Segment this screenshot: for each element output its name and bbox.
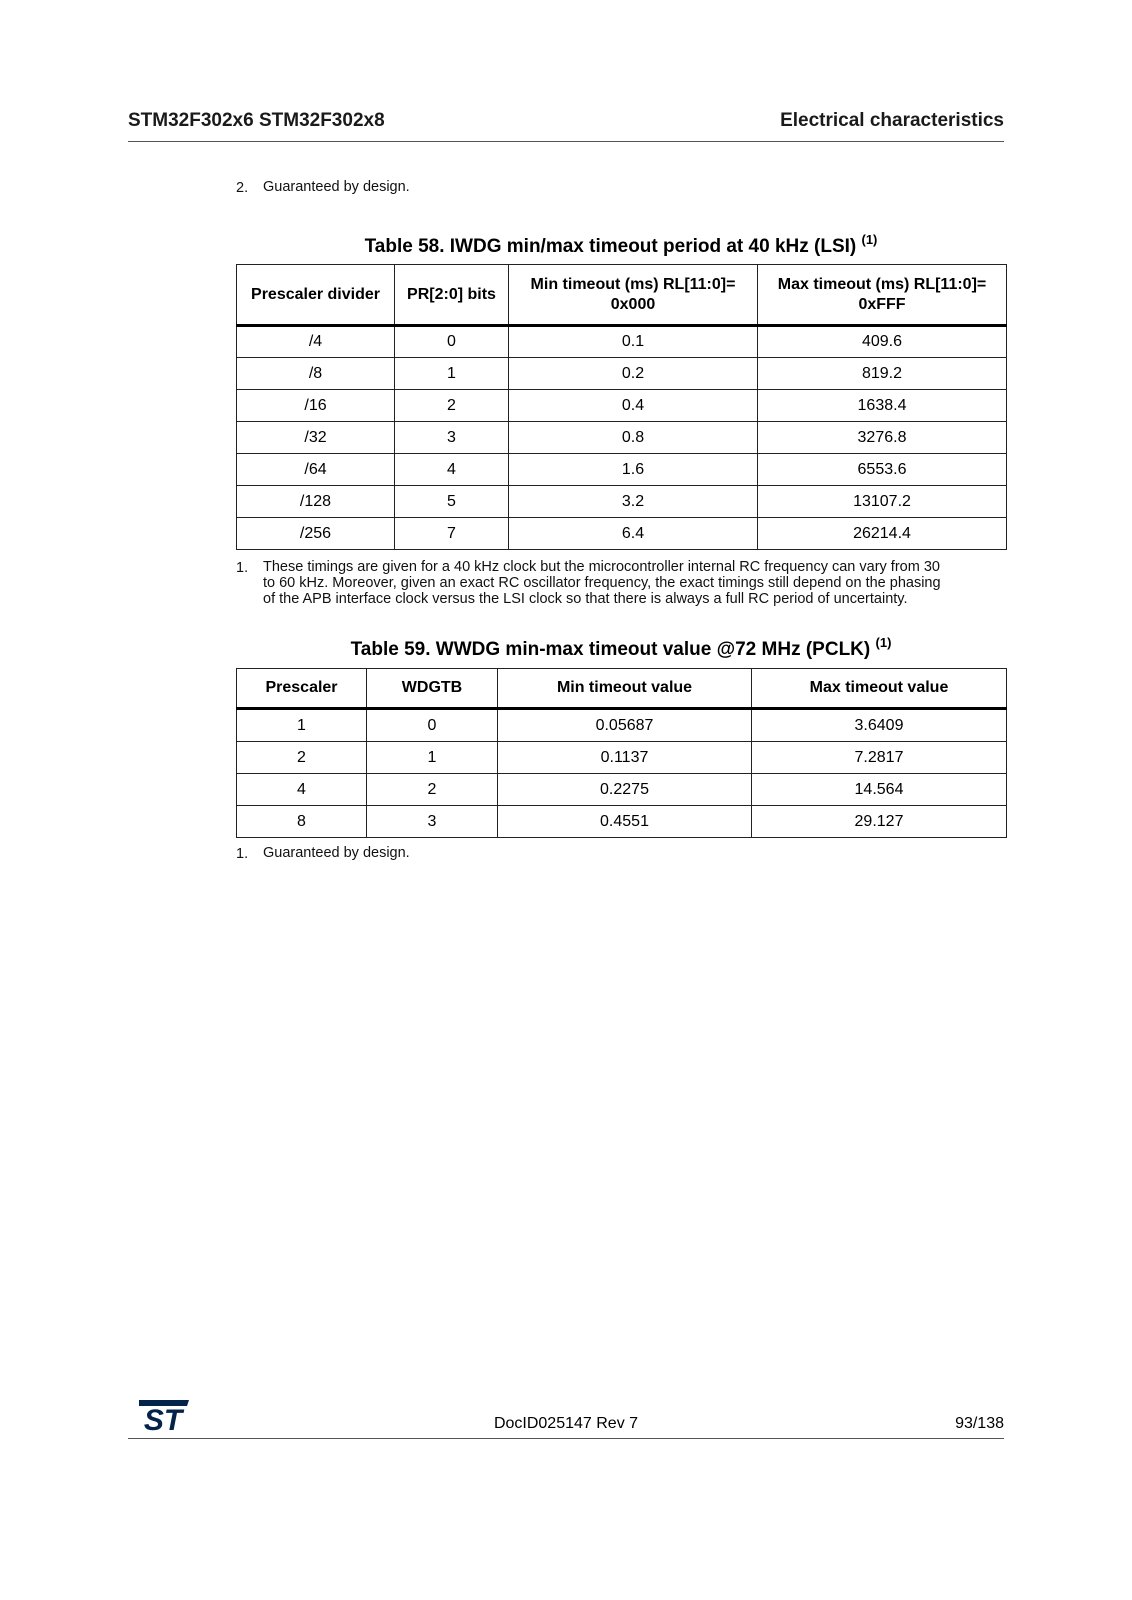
table58-title: Table 58. IWDG min/max timeout period at 40 kHz (LSI) [364,236,857,257]
footnote-number: 1. [236,560,249,576]
table59-cell: 7.2817 [752,742,1007,774]
footnote-line: These timings are given for a 40 kHz clock but the microcontroller internal RC frequency can vary from 30 [263,559,940,575]
table59-row [237,742,1007,774]
table59-cell: 14.564 [752,774,1007,806]
table59 [236,668,1007,838]
table59-header-cell: Min timeout value [498,669,752,709]
table59-cell: 4 [237,774,367,806]
table58-cell: 819.2 [758,358,1007,390]
table59-cell: 0.4551 [498,806,752,838]
table59-title-footnote-ref: (1) [875,635,892,650]
table58-cell: 0.8 [509,422,758,454]
footnote-number: 1. [236,846,249,862]
table59-row [237,806,1007,838]
table58-cell: 6553.6 [758,454,1007,486]
table58 [236,264,1007,550]
table58-cell: /4 [237,326,395,358]
table58-cell: 0.1 [509,326,758,358]
table58-row [237,422,1007,454]
table58-cell: 4 [395,454,509,486]
header-divider [128,141,1004,142]
footer-doc-id: DocID025147 Rev 7 [493,1415,639,1432]
table59-cell: 1 [367,742,498,774]
table58-header-cell: Max timeout (ms) RL[11:0]= 0xFFF [758,265,1007,326]
footer-page-number: 93/138 [955,1415,1004,1432]
table59-cell: 0.1137 [498,742,752,774]
table58-header-row [237,265,1007,326]
table59-header-cell: Max timeout value [752,669,1007,709]
table58-cell: 0.4 [509,390,758,422]
table58-cell: 2 [395,390,509,422]
table58-cell: 1.6 [509,454,758,486]
table58-cell: 3.2 [509,486,758,518]
table59-cell: 1 [237,709,367,742]
table58-cell: 3276.8 [758,422,1007,454]
table58-row [237,454,1007,486]
table58-cell: /16 [237,390,395,422]
table58-row [237,390,1007,422]
table59-caption [236,635,1006,661]
table58-header-cell: Prescaler divider [237,265,395,326]
table59-title: Table 59. WWDG min-max timeout value @72 MHz (PCLK) [350,639,871,660]
table58-caption [236,232,1006,258]
table59-cell: 0.05687 [498,709,752,742]
footnote-number: 2. [236,180,249,196]
table58-cell: 1 [395,358,509,390]
table58-cell: /8 [237,358,395,390]
header-doc-title: STM32F302x6 STM32F302x8 [128,110,385,131]
table58-cell: 409.6 [758,326,1007,358]
table59-cell: 29.127 [752,806,1007,838]
table59-header-cell: WDGTB [367,669,498,709]
table59-cell: 2 [367,774,498,806]
table59-cell: 2 [237,742,367,774]
footnote-line: of the APB interface clock versus the LSI clock so that there is always a full RC period of uncertainty. [263,591,908,607]
table58-row [237,326,1007,358]
table58-cell: 5 [395,486,509,518]
table59-cell: 8 [237,806,367,838]
table58-cell: 0 [395,326,509,358]
table58-cell: 1638.4 [758,390,1007,422]
footnote-text: Guaranteed by design. [263,845,410,861]
table58-title-footnote-ref: (1) [861,232,878,247]
table59-cell: 3.6409 [752,709,1007,742]
footnote-line: to 60 kHz. Moreover, given an exact RC oscillator frequency, the exact timings still depend on the phasing [263,575,941,591]
table58-header-cell: Min timeout (ms) RL[11:0]= 0x000 [509,265,758,326]
table58-cell: 26214.4 [758,518,1007,550]
table59-cell: 0.2275 [498,774,752,806]
table58-cell: 0.2 [509,358,758,390]
table58-row [237,358,1007,390]
table59-header-row [237,669,1007,709]
table58-row [237,486,1007,518]
table58-cell: /64 [237,454,395,486]
table58-cell: /32 [237,422,395,454]
table58-cell: 3 [395,422,509,454]
footer-divider [128,1438,1004,1439]
st-logo-text: ST [143,1404,183,1432]
table58-cell: 6.4 [509,518,758,550]
table58-row [237,518,1007,550]
table59-row [237,774,1007,806]
table58-cell: /128 [237,486,395,518]
table59-row [237,709,1007,742]
table58-cell: 13107.2 [758,486,1007,518]
table59-cell: 3 [367,806,498,838]
footnote-text: Guaranteed by design. [263,179,410,195]
table58-header-cell: PR[2:0] bits [395,265,509,326]
table59-header-cell: Prescaler [237,669,367,709]
table58-cell: /256 [237,518,395,550]
header-section-title: Electrical characteristics [780,110,1004,131]
table58-cell: 7 [395,518,509,550]
table59-cell: 0 [367,709,498,742]
